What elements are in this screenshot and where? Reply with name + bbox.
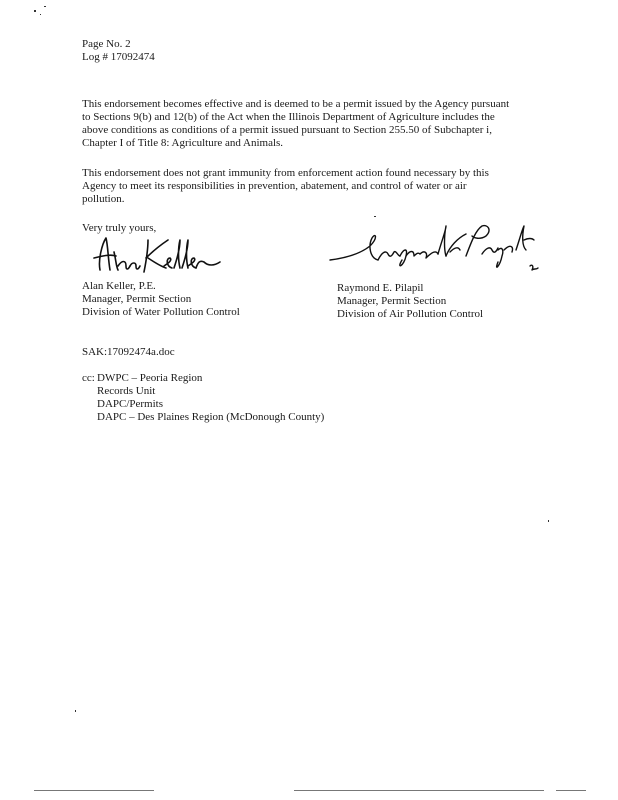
signer-block-right xyxy=(337,282,483,321)
paragraph-line: Chapter I of Title 8: Agriculture and Animals. xyxy=(82,137,284,149)
paragraph-effective xyxy=(82,98,509,150)
signer-name: Raymond E. Pilapil xyxy=(337,282,424,294)
cc-list xyxy=(82,372,324,424)
signature-raymond-pilapil xyxy=(326,216,556,280)
signature-alan-keller xyxy=(86,232,226,278)
cc-item: DAPC/Permits xyxy=(97,398,164,410)
cc-item-text: DWPC – Peoria Region xyxy=(97,372,203,384)
cc-label: cc: xyxy=(82,372,95,384)
page-number: Page No. 2 xyxy=(82,38,131,50)
scan-footer-line xyxy=(34,790,154,791)
cc-item xyxy=(82,372,324,385)
paragraph-line: This endorsement does not grant immunity from enforcement action found necessary by this xyxy=(82,167,489,179)
scan-speck xyxy=(75,710,76,712)
scan-speck xyxy=(34,10,36,12)
paragraph-line: to Sections 9(b) and 12(b) of the Act when the Illinois Department of Agriculture includes the xyxy=(82,111,495,123)
scan-footer-line xyxy=(294,790,544,791)
signer-division: Division of Air Pollution Control xyxy=(337,308,484,320)
reference-initials: SAK:17092474a.doc xyxy=(82,346,175,358)
paragraph-line: Agency to meet its responsibilities in prevention, abatement, and control of water or air xyxy=(82,180,467,192)
log-number: Log # 17092474 xyxy=(82,51,155,63)
signer-block-left xyxy=(82,280,240,319)
signer-title: Manager, Permit Section xyxy=(82,293,192,305)
signer-division: Division of Water Pollution Control xyxy=(82,306,240,318)
signer-name: Alan Keller, P.E. xyxy=(82,280,156,292)
scan-footer-line xyxy=(556,790,586,791)
scan-speck xyxy=(40,14,41,15)
letter-header xyxy=(82,38,155,64)
cc-item: Records Unit xyxy=(97,385,156,397)
scan-speck xyxy=(44,6,46,7)
signer-title: Manager, Permit Section xyxy=(337,295,447,307)
cc-item: DAPC – Des Plaines Region (McDonough County) xyxy=(97,411,325,423)
closing-salutation: Very truly yours, xyxy=(82,222,157,234)
scan-speck xyxy=(548,520,549,522)
paragraph-line: pollution. xyxy=(82,193,125,205)
paragraph-line: above conditions as conditions of a permit issued pursuant to Section 255.50 of Subchapter i, xyxy=(82,124,492,136)
paragraph-immunity xyxy=(82,167,489,206)
paragraph-line: This endorsement becomes effective and is deemed to be a permit issued by the Agency pursuant xyxy=(82,98,510,110)
